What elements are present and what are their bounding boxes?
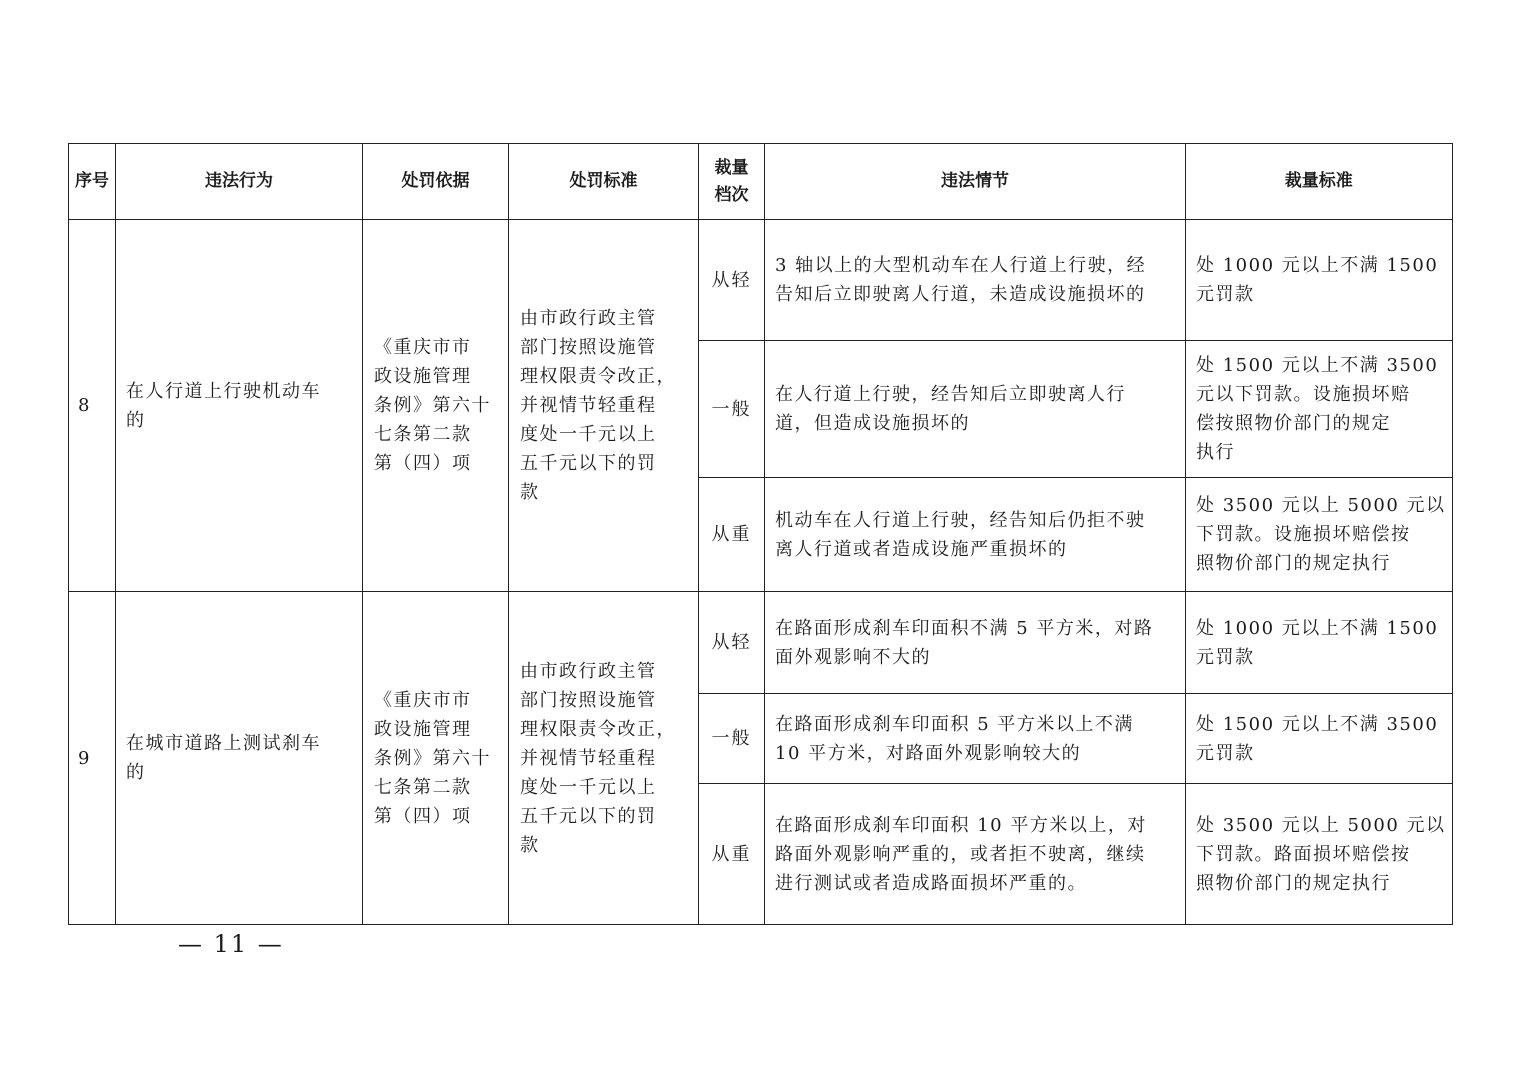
row-standard: 由市政行政主管 部门按照设施管 理权限责令改正， 并视情节轻重程 度处一千元以上 五千元以下的罚 款 bbox=[509, 220, 699, 592]
row-standard: 由市政行政主管 部门按照设施管 理权限责令改正， 并视情节轻重程 度处一千元以上 五千元以下的罚 款 bbox=[509, 592, 699, 925]
discretion-cell: 处 1000 元以上不满 1500 元罚款 bbox=[1186, 592, 1453, 694]
discretion-cell: 处 1500 元以上不满 3500 元以下罚款。设施损坏赔 偿按照物价部门的规定 执行 bbox=[1186, 341, 1453, 478]
level-label: 从轻 bbox=[699, 220, 765, 341]
discretion-cell: 处 3500 元以上 5000 元以 下罚款。路面损坏赔偿按 照物价部门的规定执行 bbox=[1186, 784, 1453, 925]
header-level bbox=[699, 144, 765, 220]
discretion-cell: 处 1500 元以上不满 3500 元罚款 bbox=[1186, 694, 1453, 784]
table-row bbox=[69, 220, 1453, 341]
circumstances-cell: 在路面形成刹车印面积 5 平方米以上不满 10 平方米，对路面外观影响较大的 bbox=[765, 694, 1186, 784]
header-behavior: 违法行为 bbox=[116, 144, 363, 220]
level-label: 一般 bbox=[699, 341, 765, 478]
header-discretion: 裁量标准 bbox=[1186, 144, 1453, 220]
page-number: — 11 — bbox=[178, 930, 284, 958]
header-seq: 序号 bbox=[69, 144, 116, 220]
circumstances-cell: 在人行道上行驶，经告知后立即驶离人行 道，但造成设施损坏的 bbox=[765, 341, 1186, 478]
level-label: 从重 bbox=[699, 784, 765, 925]
level-label: 从轻 bbox=[699, 592, 765, 694]
row-seq: 8 bbox=[69, 220, 116, 592]
discretion-cell: 处 3500 元以上 5000 元以 下罚款。设施损坏赔偿按 照物价部门的规定执行 bbox=[1186, 478, 1453, 592]
header-basis: 处罚依据 bbox=[363, 144, 509, 220]
row-basis: 《重庆市市 政设施管理 条例》第六十 七条第二款 第（四）项 bbox=[363, 220, 509, 592]
circumstances-cell: 在路面形成刹车印面积 10 平方米以上，对 路面外观影响严重的，或者拒不驶离，继续 进行测试或者造成路面损坏严重的。 bbox=[765, 784, 1186, 925]
level-label: 一般 bbox=[699, 694, 765, 784]
header-circumstances: 违法情节 bbox=[765, 144, 1186, 220]
circumstances-cell: 3 轴以上的大型机动车在人行道上行驶，经 告知后立即驶离人行道，未造成设施损坏的 bbox=[765, 220, 1186, 341]
row-basis: 《重庆市市 政设施管理 条例》第六十 七条第二款 第（四）项 bbox=[363, 592, 509, 925]
circumstances-cell: 机动车在人行道上行驶，经告知后仍拒不驶 离人行道或者造成设施严重损坏的 bbox=[765, 478, 1186, 592]
discretion-cell: 处 1000 元以上不满 1500 元罚款 bbox=[1186, 220, 1453, 341]
header-level-line2: 档次 bbox=[714, 184, 749, 205]
row-seq: 9 bbox=[69, 592, 116, 925]
table-row bbox=[69, 592, 1453, 694]
header-standard: 处罚标准 bbox=[509, 144, 699, 220]
level-label: 从重 bbox=[699, 478, 765, 592]
circumstances-cell: 在路面形成刹车印面积不满 5 平方米，对路 面外观影响不大的 bbox=[765, 592, 1186, 694]
penalty-standard-table bbox=[68, 143, 1453, 925]
table-header-row bbox=[69, 144, 1453, 220]
row-behavior: 在人行道上行驶机动车 的 bbox=[116, 220, 363, 592]
header-level-line1: 裁量 bbox=[714, 157, 749, 178]
row-behavior: 在城市道路上测试刹车 的 bbox=[116, 592, 363, 925]
